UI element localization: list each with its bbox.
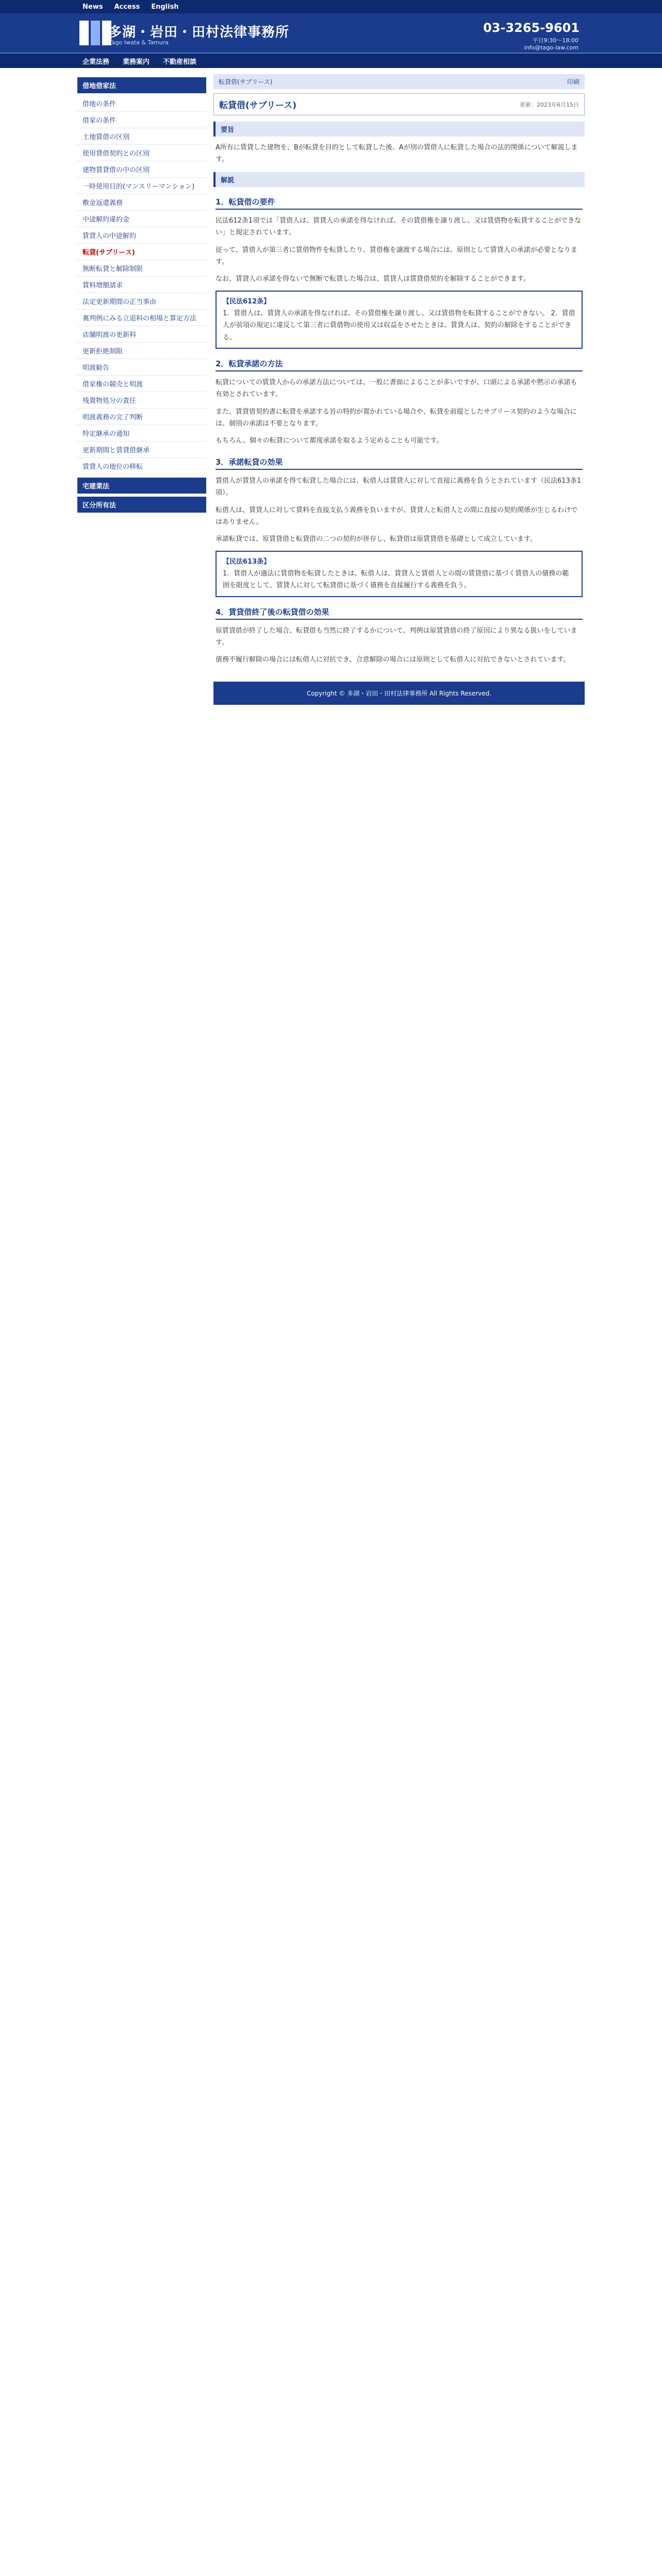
email-address[interactable]: info@tago-law.com xyxy=(524,44,578,51)
paragraph: 転借人は、賃貸人に対して賃料を直接支払う義務を負いますが、賃貸人と転借人との間に直接の契約関係が生じるわけではありません。 xyxy=(216,506,578,527)
page-title: 転貸借(サブリース) xyxy=(219,100,297,111)
paragraph: 民法612条1項では「賃借人は、賃貸人の承諾を得なければ、その賃借権を譲り渡し、又は賃借物を転貸することができない」と規定されています。 xyxy=(216,216,582,237)
english-link[interactable]: English xyxy=(151,3,179,11)
nav-item-corporate[interactable]: 企業法務 xyxy=(82,58,110,66)
sidebar-item[interactable]: 土地賃借の区別 xyxy=(77,128,206,145)
paragraph: 債務不履行解除の場合には転借人に対抗でき、合意解除の場合には原則として転借人に対抗できないとされています。 xyxy=(216,656,570,664)
phone-hours: 平日9:30〜18:00 xyxy=(532,37,578,44)
sidebar-item[interactable]: 借地の条件 xyxy=(77,95,206,112)
section-heading: 3．承諾転貸の効果 xyxy=(216,456,583,470)
main-content xyxy=(213,68,585,705)
statute-title: 【民法612条】 xyxy=(223,297,271,306)
paragraph: なお、賃貸人の承諾を得ないで無断で転貸した場合は、賃貸人は賃貸借契約を解除することができます。 xyxy=(216,275,530,283)
summary-label: 要旨 xyxy=(213,122,585,137)
sidebar-item[interactable]: 一時使用目的(マンスリーマンション) xyxy=(77,178,206,194)
paragraph: 承諾転貸では、原賃貸借と転貸借の二つの契約が併存し、転貸借は原賃貸借を基礎として成立しています。 xyxy=(216,535,537,544)
sidebar-item[interactable]: 賃料増額請求 xyxy=(77,277,206,293)
section-heading: 1．転貸借の要件 xyxy=(216,196,583,210)
paragraph: 原賃貸借が終了した場合、転貸借も当然に終了するかについて、判例は原賃貸借の終了原因により異なる扱いをしています。 xyxy=(216,626,577,647)
site-title[interactable]: 多湖・岩田・田村法律事務所 xyxy=(108,25,290,40)
footer: Copyright © 多湖・岩田・田村法律事務所 All Rights Reserved. xyxy=(213,682,585,705)
sidebar-item[interactable]: 賃貸人の地位の移転 xyxy=(77,458,206,474)
statute-box xyxy=(216,551,583,597)
top-bar xyxy=(0,0,662,13)
paragraph: また、賃貸借契約書に転貸を承諾する旨の特約が置かれている場合や、転貸を前提としたサブリース契約のような場合には、個別の承諾は不要となります。 xyxy=(216,408,577,428)
commentary-label: 解説 xyxy=(213,172,585,187)
page-title-bar xyxy=(213,93,585,115)
sidebar-item[interactable]: 裏判例にみる立退料の相場と算定方法 xyxy=(77,310,206,326)
sidebar-item[interactable]: 店舗明渡の更新料 xyxy=(77,326,206,343)
sidebar-list xyxy=(77,95,206,474)
sidebar-item[interactable]: 無断転貸と解除制限 xyxy=(77,260,206,277)
breadcrumb xyxy=(213,74,585,89)
statute-text: 1．賃借人は、賃貸人の承諾を得なければ、その賃借権を譲り渡し、又は賃借物を転貸することができない。 2．賃借人が前項の規定に違反して第三者に賃借物の使用又は収益をさせたときは、賃貸人は、契約の解除をすることができる。 xyxy=(223,309,575,342)
access-link[interactable]: Access xyxy=(114,3,140,11)
paragraph: 転貸についての賃貸人からの承諾方法については、一般に書面によることが多いですが、口頭による承諾や黙示の承諾も有効とされています。 xyxy=(216,378,577,399)
sidebar-item[interactable]: 特定継承の通知 xyxy=(77,425,206,442)
summary-text: A所有に賃貸した建物を、Bが転貸を目的として転貸した後、Aが別の賃借人に転貸した場合の法的関係について解説します。 xyxy=(216,144,578,164)
sidebar-item[interactable]: 建物賃貸借の中の区別 xyxy=(77,161,206,178)
sidebar-item[interactable]: 中途解約違約金 xyxy=(77,211,206,227)
sidebar-item-active[interactable]: 転貸(サブリース) xyxy=(77,244,206,260)
paragraph: 従って、賃借人が第三者に賃借物件を転貸したり、賃借権を譲渡する場合には、原則として賃貸人の承諾が必要となります。 xyxy=(216,246,577,266)
sidebar-item[interactable]: 借家権の競売と明渡 xyxy=(77,376,206,392)
sidebar-item[interactable]: 法定更新期間の正当事由 xyxy=(77,293,206,310)
sidebar-item[interactable]: 明渡義務の完了判断 xyxy=(77,409,206,425)
phone-number: 03-3265-9601 xyxy=(483,21,580,35)
site-header xyxy=(0,13,662,53)
sidebar-item[interactable]: 更新期間と賃貸借継承 xyxy=(77,442,206,458)
breadcrumb-current[interactable]: 転貸借(サブリース) xyxy=(219,78,273,86)
sidebar-item[interactable]: 敷金返還義務 xyxy=(77,194,206,211)
section-heading: 2．転貸承諾の方法 xyxy=(216,358,583,371)
statute-text: 1．賃借人が適法に賃借物を転貸したときは、転借人は、賃貸人と賃借人との間の賃貸借に基づく賃借人の債務の範囲を限度として、賃貸人に対して転貸借に基づく債務を直接履行する義務を負う。 xyxy=(223,569,569,590)
sidebar-item[interactable]: 更新拒絶制限 xyxy=(77,343,206,359)
section-heading: 4．賃貸借終了後の転貸借の効果 xyxy=(216,606,583,620)
updated-date: 更新：2023年6月15日 xyxy=(520,101,579,108)
paragraph: もちろん、個々の転貸について都度承諾を取るよう定めることも可能です。 xyxy=(216,437,443,445)
sidebar-section-realestate-law[interactable]: 宅建業法 xyxy=(77,478,206,494)
nav-item-services[interactable]: 業務案内 xyxy=(123,58,150,66)
sidebar-item[interactable]: 借家の条件 xyxy=(77,112,206,128)
sidebar-item[interactable]: 使用貸借契約との区別 xyxy=(77,145,206,161)
statute-title: 【民法613条】 xyxy=(223,557,271,566)
sidebar-section-lease-law[interactable]: 借地借家法 xyxy=(77,77,206,93)
nav-item-realestate[interactable]: 不動産相談 xyxy=(163,58,197,66)
print-link[interactable]: 印刷 xyxy=(567,78,580,86)
sidebar-item[interactable]: 賃貸人の中途解約 xyxy=(77,227,206,244)
sidebar-item[interactable]: 残置物処分の責任 xyxy=(77,392,206,409)
main-nav xyxy=(0,53,662,68)
paragraph: 賃借人が賃貸人の承諾を得て転貸した場合には、転借人は賃貸人に対して直接に義務を負うとされています（民法613条1項）。 xyxy=(216,477,582,497)
news-link[interactable]: News xyxy=(82,3,103,11)
sidebar-section-condo-law[interactable]: 区分所有法 xyxy=(77,497,206,513)
sidebar xyxy=(0,68,211,705)
sidebar-item[interactable]: 明渡勧告 xyxy=(77,359,206,376)
statute-box xyxy=(216,291,583,349)
site-subtitle: Tago Iwata & Tamura xyxy=(109,39,169,46)
